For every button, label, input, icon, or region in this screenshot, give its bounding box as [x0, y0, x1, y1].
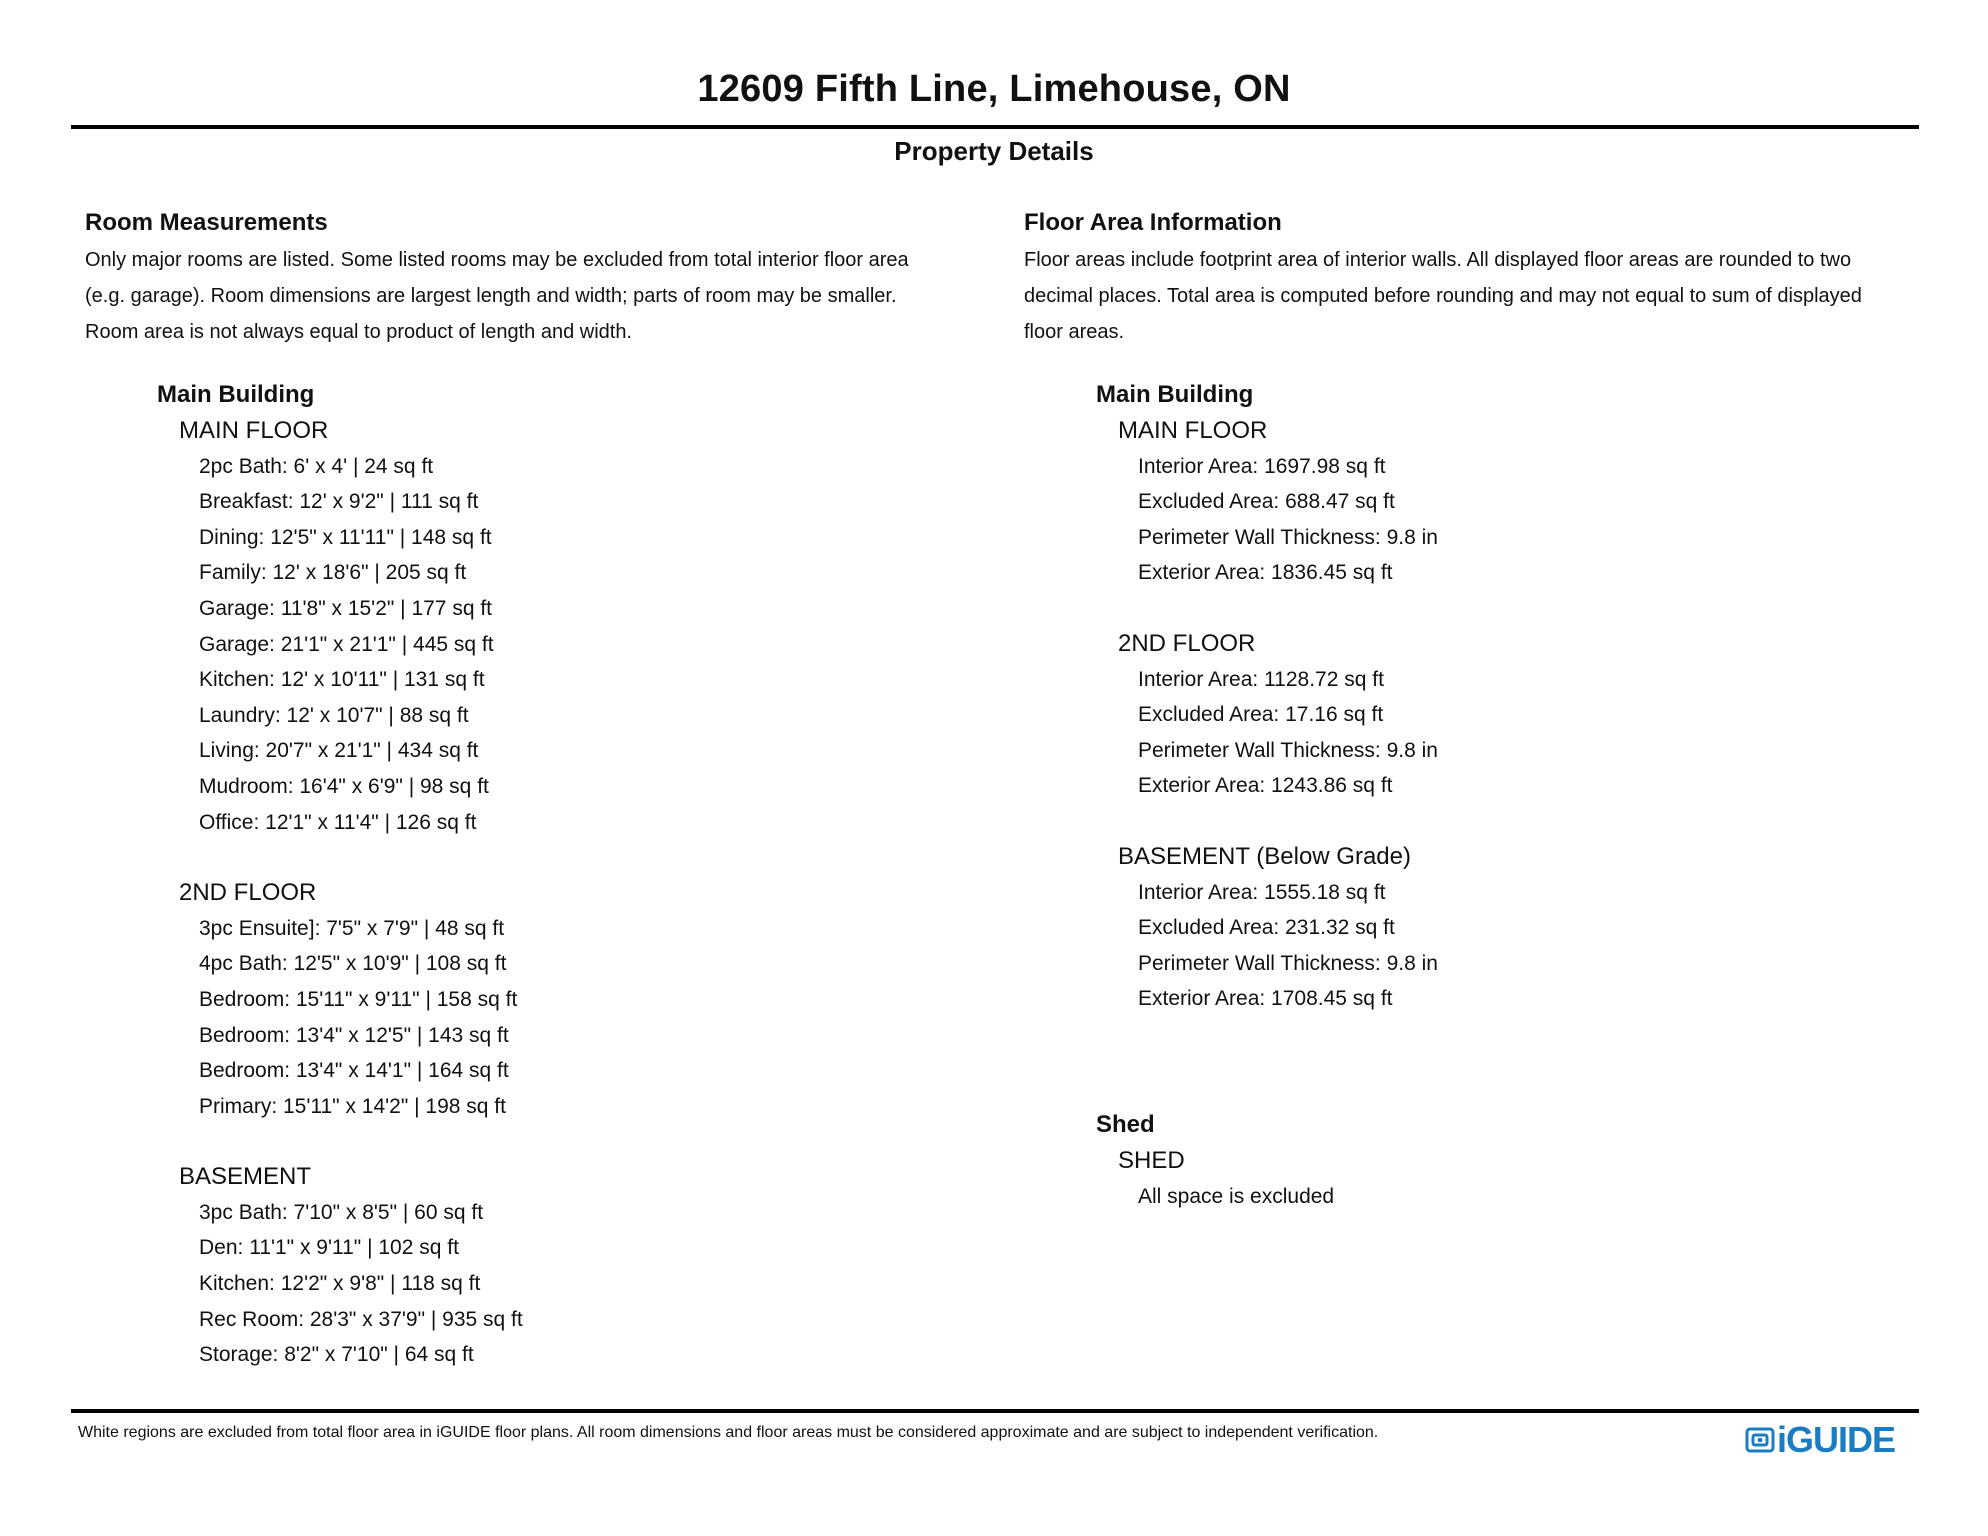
main-building-rooms — [85, 377, 985, 1373]
area-entry: Excluded Area: 17.16 sq ft — [1138, 703, 1384, 727]
room-entry: Kitchen: 12' x 10'11" | 131 sq ft — [199, 668, 485, 692]
shed-building — [1024, 1107, 1934, 1214]
area-entry: Exterior Area: 1836.45 sq ft — [1138, 561, 1393, 585]
room-entry: Rec Room: 28'3" x 37'9" | 935 sq ft — [199, 1307, 523, 1331]
room-entry: Kitchen: 12'2" x 9'8" | 118 sq ft — [199, 1272, 481, 1296]
floor-name: MAIN FLOOR — [1118, 417, 1268, 444]
area-entry: Exterior Area: 1243.86 sq ft — [1138, 774, 1393, 798]
room-measurements-heading: Room Measurements — [85, 209, 328, 236]
area-entry: Interior Area: 1697.98 sq ft — [1138, 454, 1386, 478]
room-entry: 3pc Bath: 7'10" x 8'5" | 60 sq ft — [199, 1200, 484, 1224]
floor-name: 2ND FLOOR — [1118, 629, 1256, 657]
area-floor-2nd — [1024, 626, 1934, 804]
description-line: Only major rooms are listed. Some listed rooms may be excluded from total interior floor area — [85, 249, 909, 271]
spacer — [1024, 1052, 1934, 1107]
description-line: floor areas. — [1024, 321, 1125, 343]
room-entry: Laundry: 12' x 10'7" | 88 sq ft — [199, 703, 469, 727]
room-entry: Office: 12'1" x 11'4" | 126 sq ft — [199, 810, 477, 834]
page-title: 12609 Fifth Line, Limehouse, ON — [697, 68, 1291, 110]
room-entry: Storage: 8'2" x 7'10" | 64 sq ft — [199, 1343, 474, 1367]
building-name: Main Building — [157, 381, 315, 408]
logo-text: iGUIDE — [1777, 1419, 1896, 1460]
iguide-logo — [1745, 1419, 1896, 1460]
description-line: Floor areas include footprint area of interior walls. All displayed floor areas are rounded to two — [1024, 249, 1852, 271]
room-entry: 2pc Bath: 6' x 4' | 24 sq ft — [199, 454, 434, 478]
footer-disclaimer: White regions are excluded from total floor area in iGUIDE floor plans. All room dimensions and floor areas must be considered approximate and are subject to independent verification. — [78, 1424, 1379, 1441]
room-entry: Dining: 12'5" x 11'11" | 148 sq ft — [199, 525, 492, 549]
room-entry: Den: 11'1" x 9'11" | 102 sq ft — [199, 1236, 459, 1260]
room-entry: Bedroom: 13'4" x 12'5" | 143 sq ft — [199, 1023, 509, 1047]
room-entry: 4pc Bath: 12'5" x 10'9" | 108 sq ft — [199, 952, 507, 976]
page-subtitle: Property Details — [894, 136, 1094, 166]
floor-2nd — [85, 875, 985, 1124]
floor-area-section — [1024, 206, 1934, 1214]
floor-name: SHED — [1118, 1146, 1185, 1174]
building-name: Main Building — [1096, 381, 1254, 408]
description-line: decimal places. Total area is computed before rounding and may not equal to sum of displayed — [1024, 285, 1862, 307]
room-measurements-description — [85, 242, 985, 350]
area-floor-main — [1024, 413, 1934, 591]
area-entry: Perimeter Wall Thickness: 9.8 in — [1138, 738, 1438, 762]
description-line: (e.g. garage). Room dimensions are largest length and width; parts of room may be smaller. — [85, 285, 897, 307]
room-entry: Family: 12' x 18'6" | 205 sq ft — [199, 561, 467, 585]
floor-basement — [85, 1159, 985, 1373]
description-line: Room area is not always equal to product of length and width. — [85, 321, 632, 343]
room-entry: Living: 20'7" x 21'1" | 434 sq ft — [199, 739, 479, 763]
area-floor-basement — [1024, 839, 1934, 1017]
floor-area-description — [1024, 242, 1934, 350]
floor-area-heading: Floor Area Information — [1024, 209, 1282, 236]
floor-name: MAIN FLOOR — [179, 417, 329, 444]
area-entry: Excluded Area: 688.47 sq ft — [1138, 490, 1395, 514]
area-entry: All space is excluded — [1138, 1184, 1335, 1208]
iguide-logo-icon — [1745, 1425, 1775, 1455]
area-entry: Interior Area: 1555.18 sq ft — [1138, 880, 1386, 904]
room-entry: Garage: 21'1" x 21'1" | 445 sq ft — [199, 632, 494, 656]
main-building-areas — [1024, 377, 1934, 1017]
room-entry: Bedroom: 13'4" x 14'1" | 164 sq ft — [199, 1059, 509, 1083]
floor-name: 2ND FLOOR — [179, 879, 317, 907]
room-entry: Garage: 11'8" x 15'2" | 177 sq ft — [199, 596, 493, 620]
room-entry: Breakfast: 12' x 9'2" | 111 sq ft — [199, 490, 479, 514]
floor-main — [85, 413, 985, 840]
room-entry: Primary: 15'11" x 14'2" | 198 sq ft — [199, 1094, 506, 1118]
area-entry: Interior Area: 1128.72 sq ft — [1138, 667, 1384, 691]
area-entry: Exterior Area: 1708.45 sq ft — [1138, 987, 1393, 1011]
area-entry: Perimeter Wall Thickness: 9.8 in — [1138, 951, 1438, 975]
building-name: Shed — [1096, 1110, 1155, 1138]
header-divider — [71, 125, 1919, 129]
area-entry: Perimeter Wall Thickness: 9.8 in — [1138, 525, 1438, 549]
footer-divider — [71, 1409, 1919, 1413]
area-entry: Excluded Area: 231.32 sq ft — [1138, 916, 1395, 940]
floor-name: BASEMENT — [179, 1163, 312, 1191]
room-entry: 3pc Ensuite]: 7'5" x 7'9" | 48 sq ft — [199, 916, 505, 940]
floor-name: BASEMENT (Below Grade) — [1118, 842, 1411, 870]
room-entry: Mudroom: 16'4" x 6'9" | 98 sq ft — [199, 774, 489, 798]
room-entry: Bedroom: 15'11" x 9'11" | 158 sq ft — [199, 987, 518, 1011]
room-measurements-section — [85, 206, 985, 1408]
